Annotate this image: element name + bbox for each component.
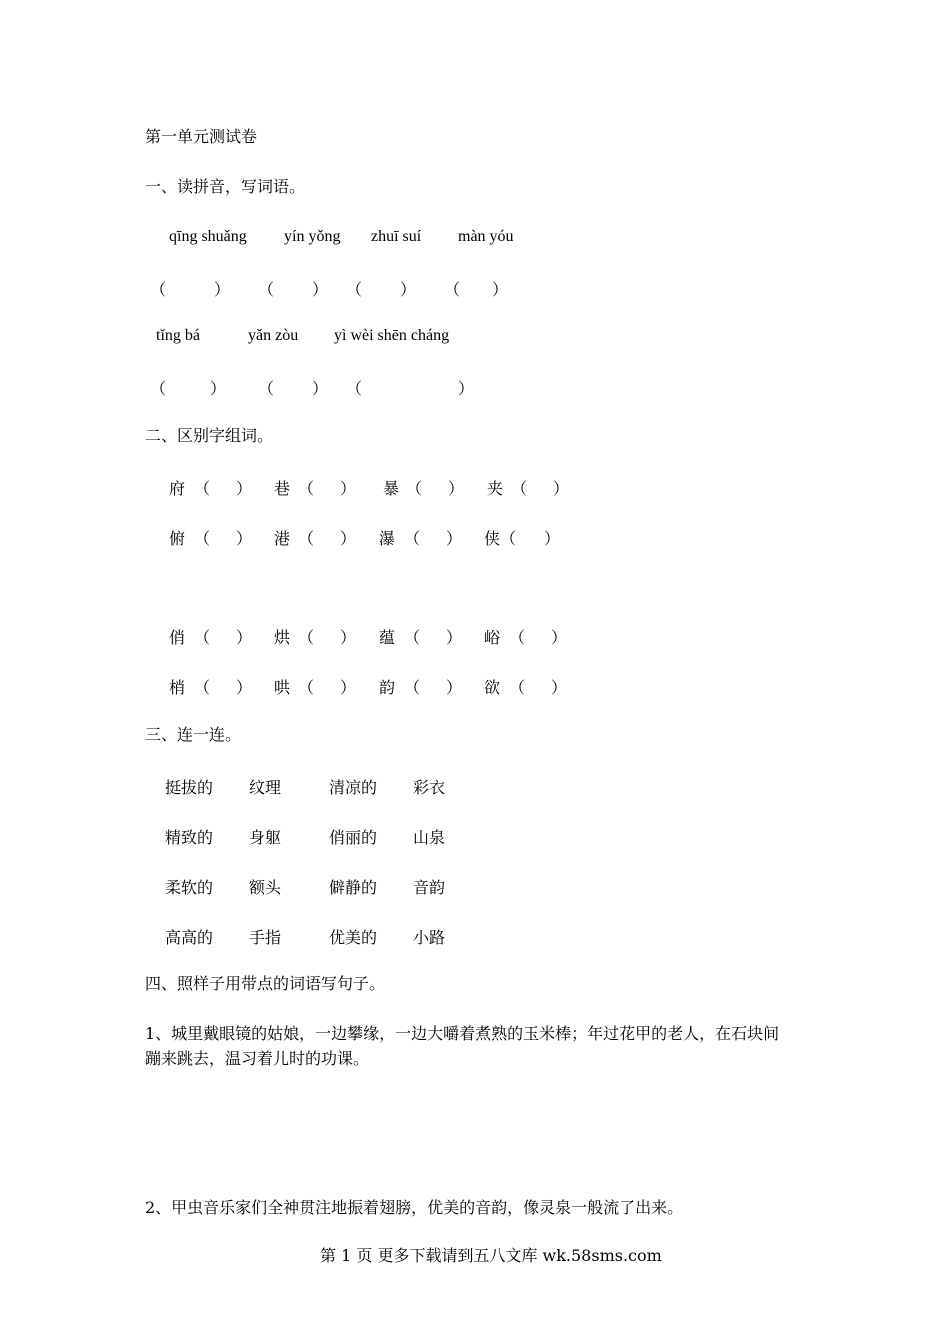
- answer-blank[interactable]: （: [511, 479, 528, 498]
- question-2: 2、甲虫音乐家们全神贯注地振着翅膀，优美的音韵，像灵泉一般流了出来。: [145, 1198, 684, 1217]
- answer-blank[interactable]: （: [509, 628, 526, 647]
- answer-blank[interactable]: （: [194, 628, 211, 647]
- match-word[interactable]: 优美的: [329, 928, 378, 947]
- char: 俯: [169, 529, 186, 548]
- answer-blank-close: ）: [312, 379, 329, 398]
- answer-blank[interactable]: （: [194, 529, 211, 548]
- match-word[interactable]: 清凉的: [329, 778, 378, 797]
- char: 烘: [274, 628, 291, 647]
- answer-blank-close: ）: [236, 529, 253, 548]
- answer-blank-close: ）: [312, 280, 329, 299]
- pinyin-7: yì wèi shēn cháng: [334, 327, 450, 344]
- match-word[interactable]: 音韵: [413, 878, 446, 897]
- char: 哄: [274, 678, 291, 697]
- answer-blank[interactable]: （: [298, 479, 315, 498]
- answer-blank[interactable]: （: [258, 280, 275, 299]
- section-1-heading: 一、读拼音，写词语。: [145, 177, 306, 196]
- char: 欲: [484, 678, 501, 697]
- answer-blank[interactable]: （: [500, 529, 517, 548]
- match-word[interactable]: 彩衣: [413, 778, 446, 797]
- page-footer: 第 1 页 更多下载请到五八文库 wk.58sms.com: [320, 1246, 662, 1265]
- answer-blank-close: ）: [340, 529, 357, 548]
- match-word[interactable]: 额头: [249, 878, 282, 897]
- section-3-heading: 三、连一连。: [145, 725, 242, 744]
- match-word[interactable]: 精致的: [165, 828, 214, 847]
- match-word[interactable]: 身躯: [249, 828, 282, 847]
- pinyin-2: yín yǒng: [284, 228, 341, 245]
- char: 暴: [383, 479, 400, 498]
- char: 侠: [484, 529, 501, 548]
- answer-blank[interactable]: （: [444, 280, 461, 299]
- answer-blank-close: ）: [236, 628, 253, 647]
- answer-blank-close: ）: [553, 479, 570, 498]
- section-2-heading: 二、区别字组词。: [145, 426, 274, 445]
- match-word[interactable]: 小路: [413, 928, 446, 947]
- answer-blank[interactable]: （: [298, 678, 315, 697]
- answer-blank[interactable]: （: [298, 529, 315, 548]
- match-word[interactable]: 高高的: [165, 928, 214, 947]
- pinyin-1: qīng shuǎng: [169, 228, 247, 245]
- answer-blank-close: ）: [551, 628, 568, 647]
- question-1-line-1: 1、城里戴眼镜的姑娘，一边攀缘，一边大嚼着煮熟的玉米棒；年过花甲的老人，在石块间: [145, 1024, 780, 1043]
- answer-blank-close: ）: [340, 678, 357, 697]
- pinyin-4: màn yóu: [458, 228, 514, 245]
- match-word[interactable]: 柔软的: [165, 878, 214, 897]
- answer-blank-close: ）: [458, 379, 475, 398]
- char: 俏: [169, 628, 186, 647]
- pinyin-6: yǎn zòu: [248, 327, 299, 344]
- char: 瀑: [379, 529, 396, 548]
- answer-blank-close: ）: [492, 280, 509, 299]
- answer-blank-close: ）: [340, 628, 357, 647]
- answer-blank-close: ）: [448, 479, 465, 498]
- answer-blank-close: ）: [340, 479, 357, 498]
- answer-blank[interactable]: （: [404, 529, 421, 548]
- answer-blank-close: ）: [446, 628, 463, 647]
- answer-blank-close: ）: [236, 678, 253, 697]
- match-word[interactable]: 纹理: [249, 778, 282, 797]
- answer-blank[interactable]: （: [346, 280, 363, 299]
- char: 梢: [169, 678, 186, 697]
- answer-blank-close: ）: [400, 280, 417, 299]
- answer-blank-close: ）: [551, 678, 568, 697]
- answer-blank[interactable]: （: [194, 479, 211, 498]
- char: 夹: [487, 479, 504, 498]
- answer-blank-close: ）: [446, 678, 463, 697]
- answer-blank[interactable]: （: [404, 628, 421, 647]
- match-word[interactable]: 山泉: [413, 828, 446, 847]
- answer-blank[interactable]: （: [404, 678, 421, 697]
- answer-blank-close: ）: [214, 280, 231, 299]
- answer-blank[interactable]: （: [258, 379, 275, 398]
- match-word[interactable]: 手指: [249, 928, 282, 947]
- answer-blank[interactable]: （: [346, 379, 363, 398]
- match-word[interactable]: 挺拔的: [165, 778, 214, 797]
- pinyin-5: tǐng bá: [156, 327, 200, 344]
- char: 蕴: [379, 628, 396, 647]
- char: 港: [274, 529, 291, 548]
- answer-blank[interactable]: （: [509, 678, 526, 697]
- match-word[interactable]: 俏丽的: [329, 828, 378, 847]
- char: 峪: [484, 628, 501, 647]
- question-1-line-2: 蹦来跳去，温习着儿时的功课。: [145, 1049, 370, 1068]
- match-word[interactable]: 僻静的: [329, 878, 378, 897]
- char: 巷: [274, 479, 291, 498]
- pinyin-3: zhuī suí: [371, 228, 422, 245]
- char: 府: [169, 479, 186, 498]
- answer-blank[interactable]: （: [406, 479, 423, 498]
- answer-blank-close: ）: [544, 529, 561, 548]
- answer-blank[interactable]: （: [194, 678, 211, 697]
- answer-blank[interactable]: （: [298, 628, 315, 647]
- answer-blank-close: ）: [236, 479, 253, 498]
- answer-blank-close: ）: [210, 379, 227, 398]
- section-4-heading: 四、照样子用带点的词语写句子。: [145, 974, 386, 993]
- page-title: 第一单元测试卷: [145, 127, 258, 146]
- answer-blank[interactable]: （: [150, 379, 167, 398]
- char: 韵: [379, 678, 396, 697]
- answer-blank[interactable]: （: [150, 280, 167, 299]
- answer-blank-close: ）: [446, 529, 463, 548]
